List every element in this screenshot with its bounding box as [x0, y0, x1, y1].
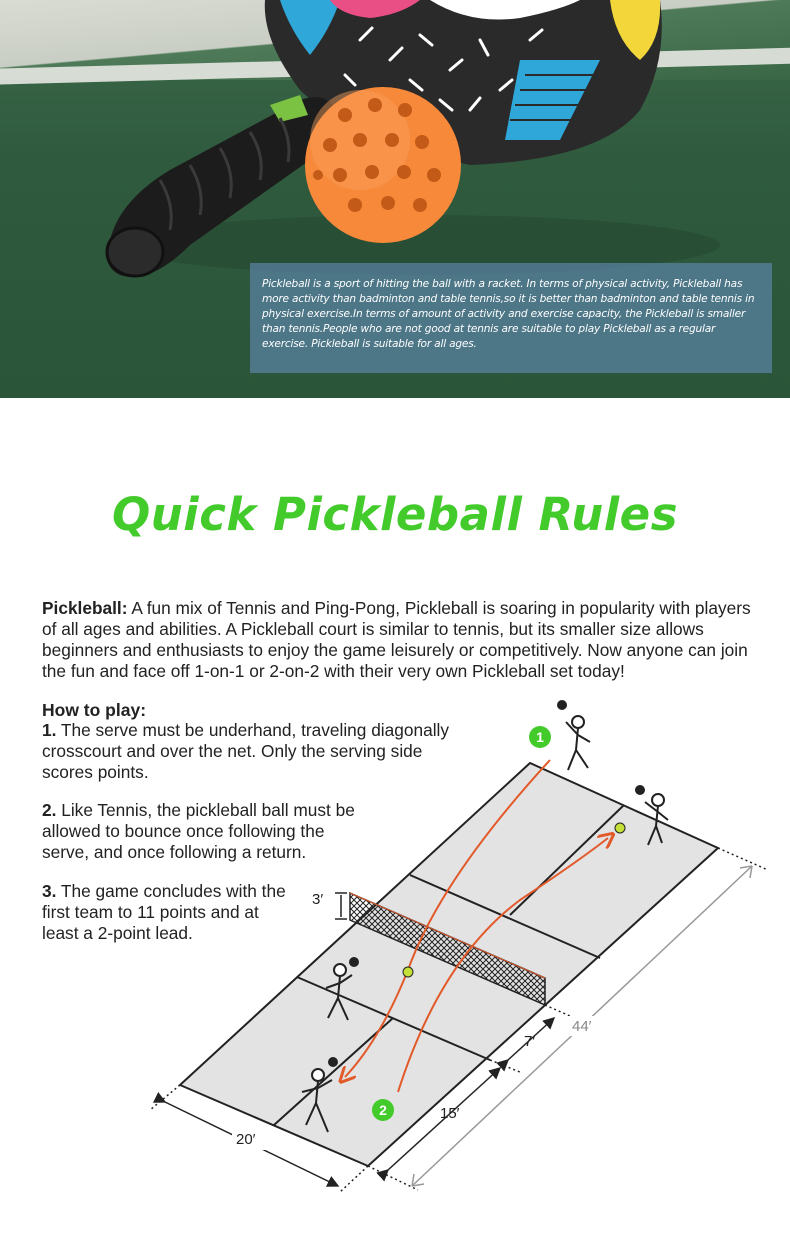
- kitchen-label: 7′: [524, 1033, 536, 1050]
- svg-text:2: 2: [379, 1102, 387, 1118]
- net-height-label: 3′: [312, 891, 324, 908]
- width-label: 20′: [236, 1131, 256, 1148]
- intro-paragraph: [42, 598, 762, 682]
- court-diagram: [140, 690, 780, 1210]
- ball-icon: [615, 823, 625, 833]
- rule-text: The serve must be underhand, traveling diagonally crosscourt and over the net. Only the serving side scores points.: [42, 720, 450, 782]
- intro-text: A fun mix of Tennis and Ping-Pong, Pickleball is soaring in popularity with players of all ages and abilities. A Pickleball court is similar to tennis, but its smaller size allows beginners and enthusiasts to enjoy the game leisurely or competitively. Now anyone can join the fun and face off 1-on-1 or 2-on-2 with their very own Pickleball set today!: [42, 598, 751, 681]
- rule-number: 1.: [42, 720, 57, 740]
- rule-text: Like Tennis, the pickleball ball must be allowed to bounce once following the serve, and once following a return.: [42, 800, 355, 862]
- hero-description: Pickleball is a sport of hitting the ball with a racket. In terms of physical activity, Pickleball has more activity than badminton and table tennis,so it is better than badminton and table tennis in physical exercise.In terms of amount of activity and exercise capacity, the Pickleball is smaller than tennis.People who are not good at tennis are suitable to play Pickleball as a regular exercise. Pickleball is suitable for all ages.: [262, 278, 755, 350]
- hero-description-panel: [250, 263, 772, 373]
- rule-number: 3.: [42, 881, 57, 901]
- player-figure-icon: [558, 701, 590, 770]
- how-to-play-heading: How to play:: [42, 700, 147, 720]
- ball-icon: [403, 967, 413, 977]
- intro-label: Pickleball:: [42, 598, 128, 618]
- page-title: Quick Pickleball Rules: [112, 488, 678, 541]
- length-label: 44′: [572, 1018, 592, 1035]
- svg-text:1: 1: [536, 729, 544, 745]
- backcourt-label: 15′: [440, 1105, 460, 1122]
- rule-text: The game concludes with the first team to 11 points and at least a 2-point lead.: [42, 881, 286, 943]
- hero-photo: [0, 0, 790, 398]
- rule-number: 2.: [42, 800, 57, 820]
